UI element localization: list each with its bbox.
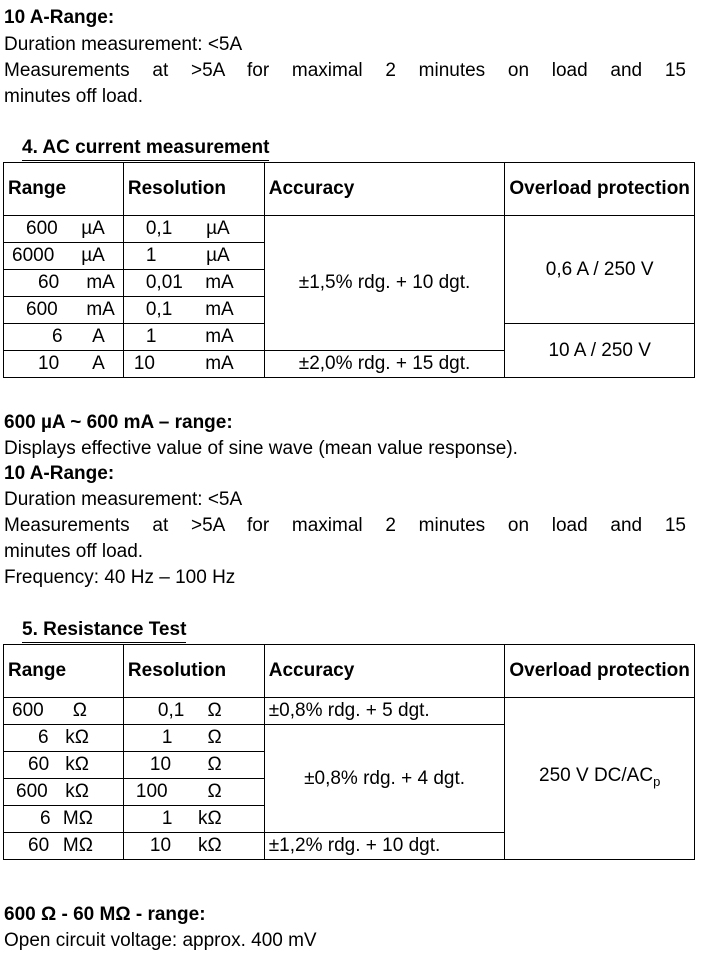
- header-overload: Overload protection: [505, 163, 695, 216]
- accuracy-cell: ±2,0% rdg. + 15 dgt.: [264, 351, 505, 378]
- overload-cell: [505, 698, 695, 860]
- ac-section-title: 4. AC current measurement: [22, 136, 269, 161]
- accuracy-cell: ±0,8% rdg. + 5 dgt.: [264, 698, 505, 725]
- overload-cell: 10 A / 250 V: [505, 324, 695, 378]
- table-header-row: [4, 645, 695, 698]
- top-line-3: minutes off load.: [4, 86, 144, 107]
- res-section-title: 5. Resistance Test: [22, 618, 186, 643]
- resolution-cell: 1 µA: [123, 243, 264, 270]
- header-overload: Overload protection: [505, 645, 695, 698]
- range-cell: 600 mA: [4, 297, 124, 324]
- res-note-heading: 600 Ω - 60 MΩ - range:: [4, 904, 206, 925]
- ac-note-line-4: minutes off load.: [4, 541, 144, 562]
- ac-note-line-5: Frequency: 40 Hz – 100 Hz: [4, 567, 236, 588]
- top-heading: 10 A-Range:: [4, 7, 115, 28]
- overload-subscript: p: [653, 773, 661, 789]
- header-resolution: Resolution: [123, 163, 264, 216]
- ac-current-table: [3, 162, 695, 378]
- resolution-cell: 0,1 mA: [123, 297, 264, 324]
- range-cell: 6 kΩ: [4, 725, 124, 752]
- resolution-cell: 0,1 µA: [123, 216, 264, 243]
- resolution-cell: 10 mA: [123, 351, 264, 378]
- header-accuracy: Accuracy: [264, 645, 505, 698]
- range-cell: 600 µA: [4, 216, 124, 243]
- header-accuracy: Accuracy: [264, 163, 505, 216]
- ac-note-line-2: Duration measurement: <5A: [4, 489, 243, 510]
- range-cell: 6 MΩ: [4, 806, 124, 833]
- resistance-table: [3, 644, 695, 860]
- range-cell: 600 kΩ: [4, 779, 124, 806]
- resolution-cell: 0,1 Ω: [123, 698, 264, 725]
- resolution-cell: 10 Ω: [123, 752, 264, 779]
- range-cell: 6000 µA: [4, 243, 124, 270]
- range-cell: 10 A: [4, 351, 124, 378]
- accuracy-cell: ±1,5% rdg. + 10 dgt.: [264, 216, 505, 351]
- top-line-2: Measurements at >5A for maximal 2 minutes on load and 15: [4, 60, 686, 81]
- range-cell: 6 A: [4, 324, 124, 351]
- range-cell: 60 kΩ: [4, 752, 124, 779]
- header-range: Range: [4, 163, 124, 216]
- range-cell: 60 MΩ: [4, 833, 124, 860]
- overload-cell: 0,6 A / 250 V: [505, 216, 695, 324]
- header-range: Range: [4, 645, 124, 698]
- accuracy-cell: ±0,8% rdg. + 4 dgt.: [264, 725, 505, 833]
- range-cell: 60 mA: [4, 270, 124, 297]
- overload-value: 250 V DC/AC: [539, 764, 654, 786]
- table-row: [4, 216, 695, 243]
- resolution-cell: 1 kΩ: [123, 806, 264, 833]
- top-line-1: Duration measurement: <5A: [4, 34, 243, 55]
- res-note-line-1: Open circuit voltage: approx. 400 mV: [4, 930, 317, 951]
- ac-note-line-3: Measurements at >5A for maximal 2 minutes on load and 15: [4, 515, 686, 536]
- resolution-cell: 100 Ω: [123, 779, 264, 806]
- range-cell: 600 Ω: [4, 698, 124, 725]
- ac-note-heading-1: 600 µA ~ 600 mA – range:: [4, 412, 233, 433]
- table-header-row: [4, 163, 695, 216]
- resolution-cell: 10 kΩ: [123, 833, 264, 860]
- resolution-cell: 0,01 mA: [123, 270, 264, 297]
- header-resolution: Resolution: [123, 645, 264, 698]
- accuracy-cell: ±1,2% rdg. + 10 dgt.: [264, 833, 505, 860]
- resolution-cell: 1 Ω: [123, 725, 264, 752]
- ac-note-heading-2: 10 A-Range:: [4, 463, 115, 484]
- resolution-cell: 1 mA: [123, 324, 264, 351]
- table-row: [4, 698, 695, 725]
- ac-note-line-1: Displays effective value of sine wave (mean value response).: [4, 438, 518, 459]
